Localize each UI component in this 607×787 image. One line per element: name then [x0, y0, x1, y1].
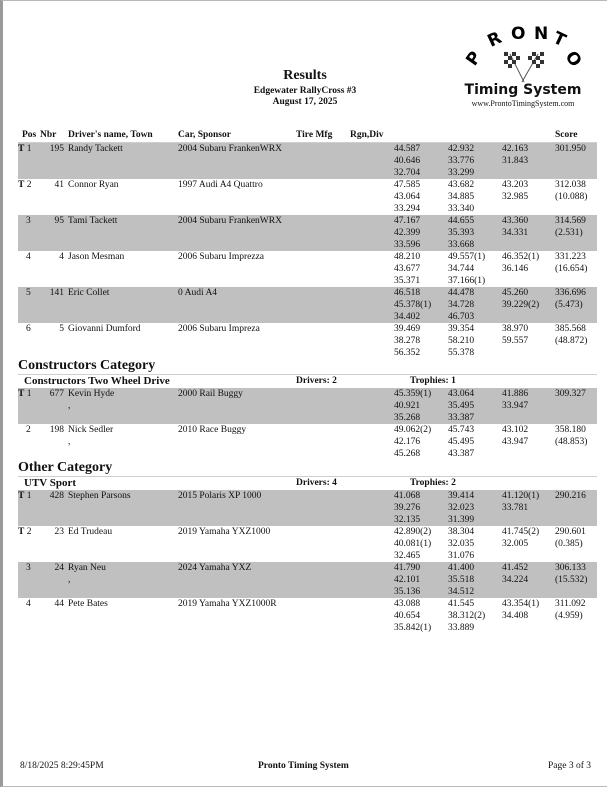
total-score: 336.696 [555, 288, 586, 298]
run-time: 42.399 [394, 228, 421, 238]
run-time: 45.268 [394, 449, 421, 459]
run-time: 33.776 [448, 156, 475, 166]
position: 3 [26, 216, 31, 226]
driver-name: Ryan Neu [68, 563, 106, 573]
run-time: 33.781 [502, 503, 529, 513]
position: 3 [26, 563, 31, 573]
logo-letter: N [534, 24, 549, 44]
run-time: 31.843 [502, 156, 529, 166]
car-number: 198 [49, 425, 64, 435]
run-time: 42.932 [448, 144, 475, 154]
run-time: 40.081(1) [394, 539, 432, 549]
car-number: 44 [54, 599, 64, 609]
category-heading: Constructors Category [18, 358, 156, 373]
run-time: 48.210 [394, 252, 421, 262]
run-time: 43.064 [394, 192, 421, 202]
col-driver: Driver's name, Town [68, 130, 153, 140]
run-time: 43.677 [394, 264, 421, 274]
run-time: 45.260 [502, 288, 529, 298]
logo-letter: O [560, 47, 586, 71]
category-heading: Other Category [18, 460, 113, 475]
driver-name: Randy Tackett [68, 144, 123, 154]
driver-name: Ed Trudeau [68, 527, 113, 537]
run-time: 41.400 [448, 563, 475, 573]
car-sponsor: 2015 Polaris XP 1000 [178, 491, 262, 501]
car-sponsor: 2024 Yamaha YXZ [178, 563, 252, 573]
pos-number: 2 [26, 527, 32, 537]
run-time: 56.352 [394, 348, 421, 358]
run-time: 35.268 [394, 413, 421, 423]
trophies-count: Trophies: 2 [410, 478, 456, 488]
car-sponsor: 2010 Race Buggy [178, 425, 247, 435]
position: 4 [26, 599, 31, 609]
car-sponsor: 2006 Subaru Impreza [178, 324, 260, 334]
score-diff: (48.853) [555, 437, 588, 447]
result-row [18, 424, 597, 460]
run-time: 43.102 [502, 425, 529, 435]
driver-name: Stephen Parsons [68, 491, 131, 501]
driver-town: , [68, 575, 71, 585]
col-nbr: Nbr [40, 130, 57, 140]
car-number: 195 [49, 144, 64, 154]
driver-town: , [68, 437, 71, 447]
car-sponsor: 2019 Yamaha YXZ1000R [178, 599, 277, 609]
run-time: 47.167 [394, 216, 421, 226]
run-time: 32.035 [448, 539, 475, 549]
run-time: 42.176 [394, 437, 421, 447]
total-score: 309.327 [555, 389, 586, 399]
car-number: 5 [59, 324, 64, 334]
drivers-count: Drivers: 4 [296, 478, 337, 488]
car-number: 95 [54, 216, 64, 226]
run-time: 43.360 [502, 216, 529, 226]
pos-number: 1 [26, 491, 32, 501]
position [18, 490, 40, 502]
page-title: Results [283, 68, 327, 83]
class-heading [18, 476, 597, 490]
total-score: 358.180 [555, 425, 586, 435]
run-time: 44.587 [394, 144, 421, 154]
run-time: 34.744 [448, 264, 475, 274]
logo-arc-letters [458, 24, 588, 84]
run-time: 34.728 [448, 300, 475, 310]
position: 6 [26, 324, 31, 334]
run-time: 43.947 [502, 437, 529, 447]
car-sponsor: 2004 Subaru FrankenWRX [178, 144, 282, 154]
event-date: August 17, 2025 [272, 97, 338, 107]
run-time: 45.495 [448, 437, 475, 447]
run-time: 35.518 [448, 575, 475, 585]
run-time: 41.120(1) [502, 491, 540, 501]
run-time: 41.452 [502, 563, 529, 573]
driver-name: Eric Collet [68, 288, 110, 298]
driver-name: Kevin Hyde [68, 389, 115, 399]
total-score: 290.216 [555, 491, 586, 501]
footer-timestamp: 8/18/2025 8:29:45PM [20, 761, 104, 771]
car-sponsor: 2019 Yamaha YXZ1000 [178, 527, 271, 537]
run-time: 39.469 [394, 324, 421, 334]
col-score: Score [555, 130, 578, 140]
result-row [18, 287, 597, 323]
score-diff: (0.385) [555, 539, 583, 549]
run-time: 41.790 [394, 563, 421, 573]
pos-number: 2 [26, 180, 32, 190]
run-time: 46.352(1) [502, 252, 540, 262]
car-number: 428 [49, 491, 64, 501]
run-time: 38.304 [448, 527, 475, 537]
trophies-count: Trophies: 1 [410, 376, 456, 386]
run-time: 41.745(2) [502, 527, 540, 537]
col-pos: Pos [22, 130, 37, 140]
event-name: Edgewater RallyCross #3 [253, 86, 357, 96]
tie-marker: T [18, 180, 25, 190]
result-row [18, 143, 597, 179]
drivers-count: Drivers: 2 [296, 376, 337, 386]
tie-marker: T [18, 491, 25, 501]
col-car: Car, Sponsor [178, 130, 231, 140]
event-info [220, 86, 390, 108]
run-time: 34.402 [394, 312, 421, 322]
car-sponsor: 0 Audi A4 [178, 288, 218, 298]
total-score: 312.038 [555, 180, 586, 190]
run-time: 32.985 [502, 192, 529, 202]
run-time: 32.005 [502, 539, 529, 549]
car-number: 23 [54, 527, 64, 537]
score-diff: (15.532) [555, 575, 588, 585]
position: 2 [26, 425, 31, 435]
score-diff: (16.654) [555, 264, 588, 274]
result-row [18, 490, 597, 526]
result-row [18, 323, 597, 359]
result-row [18, 388, 597, 424]
position [18, 143, 40, 155]
run-time: 43.088 [394, 599, 421, 609]
car-number: 141 [49, 288, 64, 298]
run-time: 35.842(1) [394, 623, 432, 633]
run-time: 33.299 [448, 168, 475, 178]
run-time: 42.890(2) [394, 527, 432, 537]
tie-marker: T [18, 144, 25, 154]
run-time: 45.743 [448, 425, 475, 435]
driver-name: Connor Ryan [68, 180, 119, 190]
car-number: 677 [49, 389, 64, 399]
run-time: 43.682 [448, 180, 475, 190]
run-time: 39.354 [448, 324, 475, 334]
col-tire: Tire Mfg [296, 130, 333, 140]
result-row [18, 251, 597, 287]
run-time: 45.359(1) [394, 389, 432, 399]
driver-name: Tami Tackett [68, 216, 118, 226]
position [18, 388, 40, 400]
position: 5 [26, 288, 31, 298]
run-time: 32.023 [448, 503, 475, 513]
driver-name: Pete Bates [68, 599, 108, 609]
run-time: 43.203 [502, 180, 529, 190]
run-time: 38.970 [502, 324, 529, 334]
run-time: 33.668 [448, 240, 475, 250]
run-time: 34.885 [448, 192, 475, 202]
position: 4 [26, 252, 31, 262]
run-time: 34.224 [502, 575, 529, 585]
class-heading [18, 374, 597, 388]
driver-name: Nick Sedler [68, 425, 114, 435]
run-time: 35.393 [448, 228, 475, 238]
footer-page: Page 3 of 3 [548, 761, 592, 771]
run-time: 33.387 [448, 413, 475, 423]
run-time: 43.354(1) [502, 599, 540, 609]
run-time: 58.210 [448, 336, 475, 346]
run-time: 49.557(1) [448, 252, 486, 262]
car-number: 24 [54, 563, 64, 573]
run-time: 33.340 [448, 204, 475, 214]
run-time: 38.312(2) [448, 611, 486, 621]
run-time: 34.408 [502, 611, 529, 621]
run-time: 35.371 [394, 276, 421, 286]
run-time: 41.886 [502, 389, 529, 399]
run-time: 33.947 [502, 401, 529, 411]
run-time: 34.512 [448, 587, 475, 597]
run-time: 44.655 [448, 216, 475, 226]
car-number: 41 [54, 180, 64, 190]
position [18, 526, 40, 538]
score-diff: (5.473) [555, 300, 583, 310]
class-name: Constructors Two Wheel Drive [24, 375, 170, 387]
score-diff: (4.959) [555, 611, 583, 621]
total-score: 331.223 [555, 252, 586, 262]
run-time: 31.076 [448, 551, 475, 561]
run-time: 39.414 [448, 491, 475, 501]
run-time: 34.331 [502, 228, 529, 238]
run-time: 40.646 [394, 156, 421, 166]
footer-title: Pronto Timing System [258, 761, 349, 771]
result-row [18, 215, 597, 251]
logo-url: www.ProntoTimingSystem.com [471, 99, 575, 108]
run-time: 32.704 [394, 168, 421, 178]
checkered-flags-icon [504, 52, 544, 82]
logo-letter: T [549, 28, 569, 52]
col-rgn: Rgn,Div [350, 130, 384, 140]
run-time: 49.062(2) [394, 425, 432, 435]
run-time: 39.276 [394, 503, 421, 513]
run-time: 38.278 [394, 336, 421, 346]
run-time: 42.101 [394, 575, 421, 585]
logo-letter: O [511, 24, 526, 44]
run-time: 33.889 [448, 623, 475, 633]
run-time: 35.495 [448, 401, 475, 411]
tie-marker: T [18, 389, 25, 399]
run-time: 43.064 [448, 389, 475, 399]
total-score: 290.601 [555, 527, 586, 537]
run-time: 47.585 [394, 180, 421, 190]
result-row [18, 562, 597, 598]
run-time: 40.921 [394, 401, 421, 411]
car-sponsor: 1997 Audi A4 Quattro [178, 180, 263, 190]
tie-marker: T [18, 527, 25, 537]
total-score: 311.092 [555, 599, 586, 609]
run-time: 55.378 [448, 348, 475, 358]
pronto-logo [458, 24, 588, 112]
run-time: 43.387 [448, 449, 475, 459]
run-time: 33.596 [394, 240, 421, 250]
column-headers [18, 130, 597, 143]
total-score: 314.569 [555, 216, 586, 226]
run-time: 37.166(1) [448, 276, 486, 286]
class-name: UTV Sport [24, 477, 77, 489]
logo-tagline: Timing System [464, 82, 582, 98]
result-row [18, 598, 597, 634]
driver-name: Giovanni Dumford [68, 324, 141, 334]
score-diff: (10.088) [555, 192, 588, 202]
total-score: 385.568 [555, 324, 586, 334]
total-score: 301.950 [555, 144, 586, 154]
run-time: 41.545 [448, 599, 475, 609]
score-diff: (48.872) [555, 336, 588, 346]
pos-number: 1 [26, 144, 32, 154]
logo-letter: P [462, 47, 486, 70]
run-time: 33.294 [394, 204, 421, 214]
run-time: 41.068 [394, 491, 421, 501]
total-score: 306.133 [555, 563, 586, 573]
logo-letter: R [484, 28, 505, 52]
car-sponsor: 2006 Subaru Imprezza [178, 252, 264, 262]
position [18, 179, 40, 191]
run-time: 44.478 [448, 288, 475, 298]
score-diff: (2.531) [555, 228, 583, 238]
run-time: 40.654 [394, 611, 421, 621]
car-number: 4 [59, 252, 64, 262]
driver-name: Jason Mesman [68, 252, 125, 262]
driver-town: , [68, 401, 71, 411]
result-row [18, 179, 597, 215]
run-time: 32.135 [394, 515, 421, 525]
run-time: 32.465 [394, 551, 421, 561]
run-time: 46.518 [394, 288, 421, 298]
pos-number: 1 [26, 389, 32, 399]
run-time: 45.378(1) [394, 300, 432, 310]
run-time: 35.136 [394, 587, 421, 597]
run-time: 39.229(2) [502, 300, 540, 310]
run-time: 46.703 [448, 312, 475, 322]
car-sponsor: 2000 Rail Buggy [178, 389, 243, 399]
car-sponsor: 2004 Subaru FrankenWRX [178, 216, 282, 226]
run-time: 59.557 [502, 336, 529, 346]
result-row [18, 526, 597, 562]
run-time: 42.163 [502, 144, 529, 154]
run-time: 36.146 [502, 264, 529, 274]
run-time: 31.399 [448, 515, 475, 525]
